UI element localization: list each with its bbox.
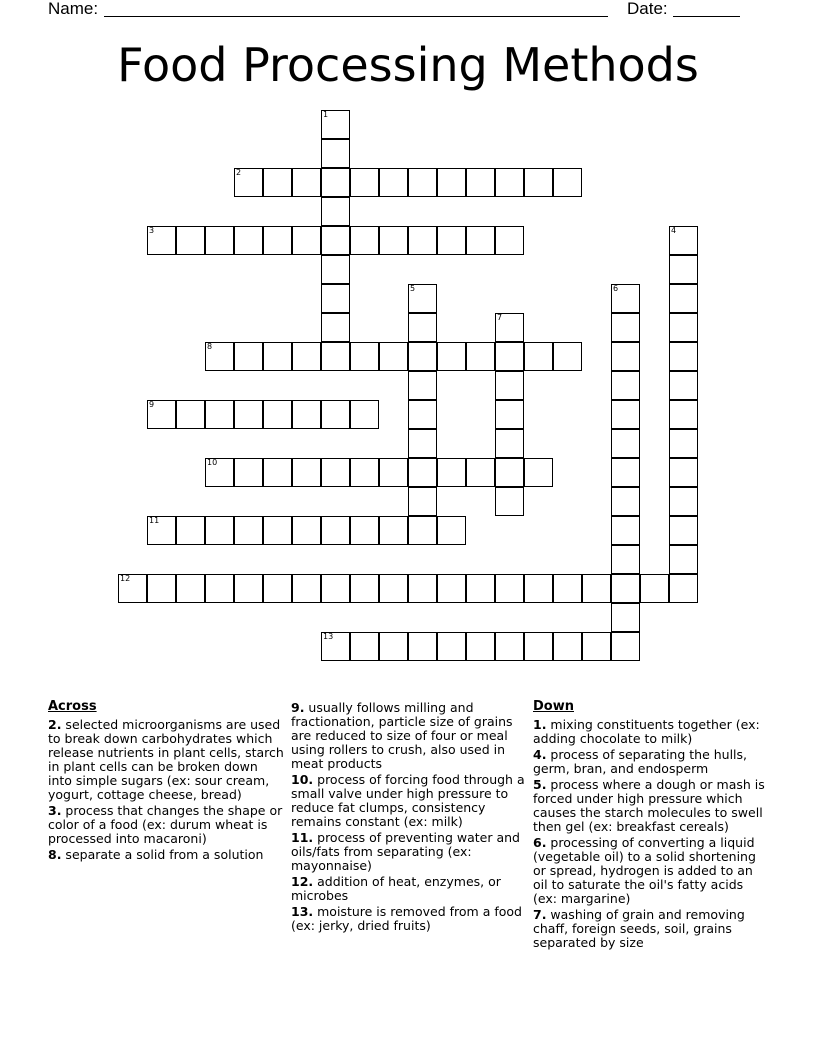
crossword-cell[interactable] [350, 168, 379, 197]
crossword-cell[interactable] [669, 255, 698, 284]
clue-number-label: 1. [533, 717, 547, 732]
crossword-cell[interactable] [379, 168, 408, 197]
crossword-cell[interactable] [147, 516, 176, 545]
crossword-cell[interactable] [147, 226, 176, 255]
crossword-cell[interactable] [234, 342, 263, 371]
clue-item [291, 701, 527, 771]
clue-text: processing of converting a liquid (vegetable oil) to a solid shortening or spread, hydrogen is added to an oil to saturate the oil's fatty acids (ex: margarine) [533, 835, 756, 906]
crossword-cell[interactable] [408, 429, 437, 458]
clue-number-label: 5. [533, 777, 547, 792]
crossword-cell[interactable] [408, 400, 437, 429]
clue-text: process of forcing food through a small valve under high pressure to reduce fat clumps, consistency remains constant (ex: milk) [291, 772, 525, 829]
crossword-cell[interactable] [292, 516, 321, 545]
crossword-cell[interactable] [263, 226, 292, 255]
crossword-cell[interactable] [350, 342, 379, 371]
crossword-cell[interactable] [379, 632, 408, 661]
clue-text: process of preventing water and oils/fats from separating (ex: mayonnaise) [291, 830, 520, 873]
clue-text: addition of heat, enzymes, or microbes [291, 874, 501, 903]
crossword-cell[interactable] [321, 255, 350, 284]
crossword-cell[interactable] [611, 545, 640, 574]
crossword-cell[interactable] [263, 400, 292, 429]
crossword-cell[interactable] [292, 342, 321, 371]
crossword-cell[interactable] [263, 458, 292, 487]
clue-number-label: 13. [291, 904, 314, 919]
crossword-cell[interactable] [234, 516, 263, 545]
crossword-cell[interactable] [408, 168, 437, 197]
crossword-cell[interactable] [669, 458, 698, 487]
crossword-cell[interactable] [321, 313, 350, 342]
crossword-cell[interactable] [611, 574, 640, 603]
crossword-cell[interactable] [495, 632, 524, 661]
clue-item [48, 848, 284, 862]
clue-text: washing of grain and removing chaff, foreign seeds, soil, grains separated by size [533, 907, 745, 950]
name-label: Name: [48, 0, 99, 18]
date-label: Date: [627, 0, 668, 18]
clue-number: 3 [149, 226, 155, 235]
clue-item [291, 831, 527, 873]
crossword-cell[interactable] [669, 226, 698, 255]
crossword-cell[interactable] [669, 371, 698, 400]
crossword-cell[interactable] [669, 429, 698, 458]
crossword-cell[interactable] [611, 284, 640, 313]
crossword-cell[interactable] [408, 516, 437, 545]
crossword-cell[interactable] [437, 226, 466, 255]
crossword-cell[interactable] [466, 574, 495, 603]
crossword-cell[interactable] [379, 226, 408, 255]
clue-item [533, 836, 769, 906]
clue-number: 6 [613, 284, 619, 293]
crossword-cell[interactable] [176, 574, 205, 603]
clue-item [533, 908, 769, 950]
crossword-cell[interactable] [437, 516, 466, 545]
crossword-cell[interactable] [350, 574, 379, 603]
across-clues-column [48, 700, 284, 864]
crossword-cell[interactable] [379, 516, 408, 545]
crossword-cell[interactable] [524, 458, 553, 487]
crossword-cell[interactable] [321, 110, 350, 139]
crossword-cell[interactable] [118, 574, 147, 603]
crossword-cell[interactable] [495, 168, 524, 197]
crossword-cell[interactable] [611, 429, 640, 458]
crossword-cell[interactable] [321, 284, 350, 313]
clue-number: 12 [120, 574, 131, 583]
clue-number-label: 6. [533, 835, 547, 850]
crossword-cell[interactable] [437, 632, 466, 661]
crossword-cell[interactable] [350, 400, 379, 429]
crossword-cell[interactable] [321, 342, 350, 371]
clue-number-label: 8. [48, 847, 62, 862]
clue-item [48, 718, 284, 802]
crossword-cell[interactable] [669, 545, 698, 574]
clue-number-label: 12. [291, 874, 314, 889]
crossword-cell[interactable] [408, 342, 437, 371]
clue-number: 4 [671, 226, 677, 235]
clue-number: 8 [207, 342, 213, 351]
crossword-cell[interactable] [495, 371, 524, 400]
crossword-cell[interactable] [611, 400, 640, 429]
clue-text: selected microorganisms are used to break down carbohydrates which release nutrients in plant cells, starch in plant cells can be broken down into simple sugars (ex: sour cream, yogurt, cottage cheese, bread) [48, 717, 284, 802]
crossword-cell[interactable] [495, 574, 524, 603]
clue-number-label: 4. [533, 747, 547, 762]
clue-item [533, 778, 769, 834]
clue-number-label: 9. [291, 700, 305, 715]
crossword-cell[interactable] [147, 400, 176, 429]
crossword-cell[interactable] [495, 313, 524, 342]
crossword-cell[interactable] [205, 574, 234, 603]
crossword-cell[interactable] [408, 313, 437, 342]
clue-item [533, 718, 769, 746]
crossword-cell[interactable] [466, 342, 495, 371]
crossword-cell[interactable] [147, 574, 176, 603]
crossword-cell[interactable] [669, 487, 698, 516]
crossword-cell[interactable] [669, 313, 698, 342]
crossword-cell[interactable] [321, 458, 350, 487]
crossword-cell[interactable] [321, 516, 350, 545]
crossword-cell[interactable] [553, 342, 582, 371]
crossword-cell[interactable] [292, 168, 321, 197]
clue-text: process of separating the hulls, germ, bran, and endosperm [533, 747, 748, 776]
crossword-cell[interactable] [495, 400, 524, 429]
crossword-cell[interactable] [408, 284, 437, 313]
crossword-cell[interactable] [437, 458, 466, 487]
crossword-cell[interactable] [408, 226, 437, 255]
crossword-cell[interactable] [524, 342, 553, 371]
crossword-cell[interactable] [437, 342, 466, 371]
clue-number: 13 [323, 632, 334, 641]
clue-number-label: 11. [291, 830, 314, 845]
clue-text: separate a solid from a solution [61, 847, 264, 862]
crossword-cell[interactable] [408, 371, 437, 400]
crossword-cell[interactable] [379, 574, 408, 603]
crossword-cell[interactable] [553, 168, 582, 197]
clue-number: 2 [236, 168, 242, 177]
crossword-cell[interactable] [669, 400, 698, 429]
crossword-cell[interactable] [611, 603, 640, 632]
crossword-cell[interactable] [582, 574, 611, 603]
crossword-cell[interactable] [205, 400, 234, 429]
crossword-cell[interactable] [292, 226, 321, 255]
crossword-cell[interactable] [611, 313, 640, 342]
down-clue-list [533, 718, 769, 950]
crossword-cell[interactable] [611, 458, 640, 487]
crossword-cell[interactable] [321, 226, 350, 255]
crossword-cell[interactable] [263, 168, 292, 197]
across-heading: Across [48, 699, 97, 714]
crossword-cell[interactable] [437, 574, 466, 603]
clue-text: process that changes the shape or color of a food (ex: durum wheat is processed into macaroni) [48, 803, 283, 846]
crossword-cell[interactable] [292, 574, 321, 603]
crossword-cell[interactable] [263, 574, 292, 603]
crossword-cell[interactable] [321, 400, 350, 429]
crossword-cell[interactable] [495, 487, 524, 516]
clue-number-label: 7. [533, 907, 547, 922]
crossword-cell[interactable] [669, 574, 698, 603]
crossword-cell[interactable] [408, 487, 437, 516]
crossword-cell[interactable] [176, 516, 205, 545]
crossword-cell[interactable] [292, 458, 321, 487]
crossword-cell[interactable] [379, 342, 408, 371]
crossword-cell[interactable] [350, 632, 379, 661]
crossword-cell[interactable] [495, 429, 524, 458]
clue-number: 11 [149, 516, 160, 525]
crossword-cell[interactable] [582, 632, 611, 661]
crossword-cell[interactable] [234, 574, 263, 603]
crossword-cell[interactable] [408, 458, 437, 487]
clue-text: mixing constituents together (ex: adding chocolate to milk) [533, 717, 760, 746]
crossword-cell[interactable] [263, 342, 292, 371]
crossword-cell[interactable] [321, 168, 350, 197]
crossword-cell[interactable] [292, 400, 321, 429]
crossword-cell[interactable] [553, 632, 582, 661]
crossword-cell[interactable] [234, 168, 263, 197]
crossword-cell[interactable] [234, 458, 263, 487]
clue-item [48, 804, 284, 846]
crossword-cell[interactable] [379, 458, 408, 487]
crossword-cell[interactable] [524, 574, 553, 603]
clue-item [291, 905, 527, 933]
down-heading: Down [533, 699, 574, 714]
crossword-cell[interactable] [466, 632, 495, 661]
crossword-cell[interactable] [234, 400, 263, 429]
crossword-cell[interactable] [495, 342, 524, 371]
across-clue-list-continued [291, 701, 527, 933]
crossword-cell[interactable] [611, 516, 640, 545]
clue-text: usually follows milling and fractionation, particle size of grains are reduced to size of four or meal using rollers to crush, also used in meat products [291, 700, 513, 771]
crossword-cell[interactable] [553, 574, 582, 603]
crossword-cell[interactable] [176, 226, 205, 255]
crossword-cell[interactable] [669, 284, 698, 313]
clue-number: 9 [149, 400, 155, 409]
crossword-cell[interactable] [466, 226, 495, 255]
clue-number-label: 10. [291, 772, 314, 787]
crossword-cell[interactable] [263, 516, 292, 545]
clue-item [291, 875, 527, 903]
crossword-cell[interactable] [669, 516, 698, 545]
crossword-cell[interactable] [466, 458, 495, 487]
crossword-cell[interactable] [321, 574, 350, 603]
crossword-cell[interactable] [408, 574, 437, 603]
crossword-cell[interactable] [524, 632, 553, 661]
clue-number: 1 [323, 110, 329, 119]
crossword-cell[interactable] [350, 226, 379, 255]
clue-number: 10 [207, 458, 218, 467]
crossword-cell[interactable] [321, 139, 350, 168]
down-clues-column [533, 700, 769, 952]
crossword-cell[interactable] [495, 458, 524, 487]
crossword-cell[interactable] [495, 226, 524, 255]
clue-number-label: 2. [48, 717, 62, 732]
crossword-cell[interactable] [350, 516, 379, 545]
crossword-cell[interactable] [611, 342, 640, 371]
page-title: Food Processing Methods [117, 38, 699, 92]
crossword-cell[interactable] [466, 168, 495, 197]
crossword-cell[interactable] [437, 168, 466, 197]
crossword-cell[interactable] [669, 342, 698, 371]
clue-number: 7 [497, 313, 503, 322]
crossword-cell[interactable] [611, 371, 640, 400]
clue-number-label: 3. [48, 803, 62, 818]
crossword-cell[interactable] [350, 458, 379, 487]
crossword-cell[interactable] [205, 226, 234, 255]
crossword-cell[interactable] [408, 632, 437, 661]
crossword-cell[interactable] [321, 632, 350, 661]
clue-number: 5 [410, 284, 416, 293]
clue-item [533, 748, 769, 776]
crossword-cell[interactable] [524, 168, 553, 197]
across-clue-list [48, 718, 284, 862]
across-clues-continued [291, 701, 527, 935]
crossword-cell[interactable] [321, 197, 350, 226]
crossword-cell[interactable] [205, 458, 234, 487]
clue-text: moisture is removed from a food (ex: jerky, dried fruits) [291, 904, 522, 933]
crossword-cell[interactable] [205, 516, 234, 545]
crossword-cell[interactable] [176, 400, 205, 429]
clue-item [291, 773, 527, 829]
crossword-cell[interactable] [205, 342, 234, 371]
crossword-cell[interactable] [234, 226, 263, 255]
crossword-cell[interactable] [640, 574, 669, 603]
crossword-cell[interactable] [611, 632, 640, 661]
crossword-cell[interactable] [611, 487, 640, 516]
clue-text: process where a dough or mash is forced under high pressure which causes the starch molecules to swell then gel (ex: breakfast cereals) [533, 777, 765, 834]
